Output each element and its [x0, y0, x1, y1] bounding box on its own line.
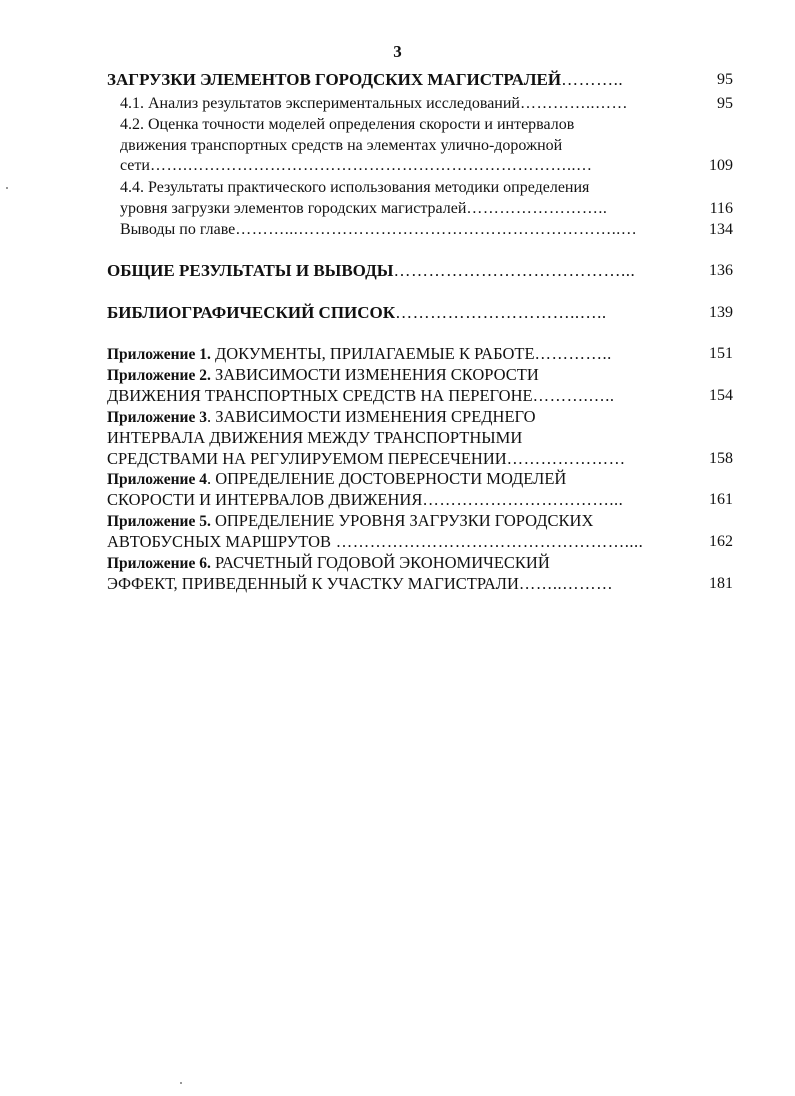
toc-entry-line [107, 343, 683, 365]
entry-title-text: АВТОБУСНЫХ МАРШРУТОВ [107, 532, 332, 551]
entry-title-text: СРЕДСТВАМИ НА РЕГУЛИРУЕМОМ ПЕРЕСЕЧЕНИИ [107, 449, 507, 468]
appendix-label: Приложение 5. [107, 513, 211, 530]
dot-leader: ………….. [534, 344, 612, 363]
dot-leader: ……..……… [518, 574, 614, 593]
dot-leader: ………………… [506, 449, 626, 468]
entry-title-text: ОБЩИЕ РЕЗУЛЬТАТЫ И ВЫВОДЫ [107, 261, 394, 280]
toc-entry-line [120, 155, 683, 176]
scan-speck [180, 1082, 182, 1084]
entry-title-text: ОПРЕДЕЛЕНИЕ УРОВНЯ ЗАГРУЗКИ ГОРОДСКИХ [210, 511, 594, 530]
page-number: 3 [393, 42, 402, 61]
entry-title-text: СКОРОСТИ И ИНТЕРВАЛОВ ДВИЖЕНИЯ [107, 490, 423, 509]
dot-leader: …….……………………………………………………………..… [149, 157, 593, 174]
entry-title-text: БИБЛИОГРАФИЧЕСКИЙ СПИСОК [107, 303, 396, 322]
page-ref: 95 [717, 95, 733, 112]
entry-title-text: . ОПРЕДЕЛЕНИЕ ДОСТОВЕРНОСТИ МОДЕЛЕЙ [206, 469, 567, 488]
entry-title-text: ДВИЖЕНИЯ ТРАНСПОРТНЫХ СРЕДСТВ НА ПЕРЕГОНЕ [107, 386, 533, 405]
appendix-label: Приложение 2. [107, 367, 211, 384]
entry-title-text: 4.1. Анализ результатов экспериментальных исследований [120, 95, 520, 112]
entry-title-text: движения транспортных средств на элементах улично-дорожной [120, 137, 563, 154]
dot-leader: ……….….. [532, 386, 615, 405]
toc-entry-line [107, 427, 688, 448]
scan-speck [6, 187, 8, 189]
entry-title-text: . ЗАВИСИМОСТИ ИЗМЕНЕНИЯ СРЕДНЕГО [206, 407, 536, 426]
toc-entry-line [107, 69, 683, 90]
appendix-label: Приложение 1. [107, 346, 211, 363]
toc-entry-line [120, 135, 688, 156]
entry-title-text: ИНТЕРВАЛА ДВИЖЕНИЯ МЕЖДУ ТРАНСПОРТНЫМИ [107, 428, 523, 447]
dot-leader: …………..…… [519, 95, 628, 112]
toc-entry-line [107, 260, 683, 281]
appendix-label: Приложение 4 [107, 471, 207, 488]
page-ref: 134 [709, 221, 733, 238]
page-ref: 136 [709, 262, 733, 279]
toc-entry-line [107, 468, 688, 490]
page-ref: 158 [709, 450, 733, 467]
page-ref: 162 [709, 533, 733, 550]
dot-leader: ………...…………………………………………………..… [235, 221, 638, 238]
toc-entry-line [107, 552, 688, 574]
entry-title-text: сети [120, 157, 150, 174]
toc-entry-line [107, 510, 688, 532]
entry-title-text: РАСЧЕТНЫЙ ГОДОВОЙ ЭКОНОМИЧЕСКИЙ [210, 553, 550, 572]
page-ref: 161 [709, 491, 733, 508]
page-ref: 151 [709, 345, 733, 362]
entry-title-text: 4.4. Результаты практического использования методики определения [120, 179, 590, 196]
toc-entry-line [107, 302, 683, 323]
page-ref: 95 [717, 71, 733, 88]
toc-entry-line [107, 364, 688, 386]
toc-entry-line [120, 219, 683, 240]
toc-entry-line [107, 573, 683, 594]
dot-leader: …………………………..….. [395, 303, 607, 322]
dot-leader: ……….. [561, 70, 624, 89]
entry-title-text: уровня загрузки элементов городских магистралей [120, 200, 467, 217]
dot-leader: …………………………………………….... [331, 532, 644, 551]
entry-title-text: ДОКУМЕНТЫ, ПРИЛАГАЕМЫЕ К РАБОТЕ [210, 344, 535, 363]
toc-entry-line [120, 93, 683, 114]
page-ref: 154 [709, 387, 733, 404]
entry-title-text: ЭФФЕКТ, ПРИВЕДЕННЫЙ К УЧАСТКУ МАГИСТРАЛИ [107, 574, 519, 593]
page-ref: 116 [709, 200, 733, 217]
entry-title-text: ЗАВИСИМОСТИ ИЗМЕНЕНИЯ СКОРОСТИ [210, 365, 539, 384]
entry-title-text: Выводы по главе [120, 221, 236, 238]
toc-entry-line [107, 489, 683, 510]
toc-entry-line [107, 385, 683, 406]
toc-entry-line [107, 448, 683, 469]
page-ref: 181 [709, 575, 733, 592]
entry-title-text: 4.2. Оценка точности моделей определения скорости и интервалов [120, 116, 575, 133]
page-ref: 139 [709, 304, 733, 321]
entry-title-text: ЗАГРУЗКИ ЭЛЕМЕНТОВ ГОРОДСКИХ МАГИСТРАЛЕЙ [107, 70, 562, 89]
appendix-label: Приложение 3 [107, 409, 207, 426]
toc-entry-line [107, 406, 688, 428]
toc-entry-line [120, 114, 688, 135]
appendix-label: Приложение 6. [107, 555, 211, 572]
dot-leader: …………………….. [466, 200, 608, 217]
page-ref: 109 [709, 157, 733, 174]
toc-entry-line [120, 177, 688, 198]
dot-leader: ……………………………... [422, 490, 624, 509]
dot-leader: …………………………………... [393, 261, 636, 280]
toc-entry-line [107, 531, 683, 552]
toc-entry-line [120, 198, 683, 219]
